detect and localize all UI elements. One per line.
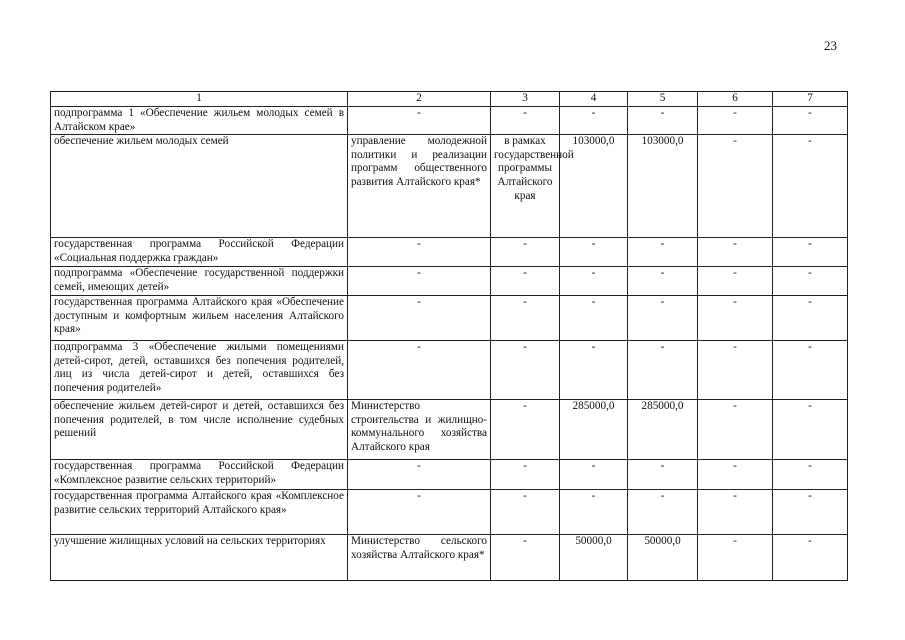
program-name-cell: обеспечение жильем детей-сирот и детей, оставшихся без попечения родителей, в том числе исполнение судебных решений [51,400,348,460]
source-cell: - [491,460,560,490]
source-cell: - [491,107,560,135]
executor-cell: - [348,341,491,400]
document-table [50,91,848,581]
table-row [51,267,848,296]
value-cell: - [698,535,773,581]
table-row [51,135,848,238]
value-cell: - [773,341,848,400]
value-cell: - [773,460,848,490]
value-cell: - [698,400,773,460]
value-cell: - [560,296,628,341]
value-cell: - [773,135,848,238]
value-cell: - [560,490,628,535]
header-cell: 2 [348,92,491,107]
value-cell: - [628,460,698,490]
value-cell: - [773,400,848,460]
table-row [51,400,848,460]
source-cell: - [491,341,560,400]
value-cell: - [628,341,698,400]
table-row [51,238,848,267]
header-cell: 5 [628,92,698,107]
source-cell: - [491,490,560,535]
header-cell: 7 [773,92,848,107]
source-cell: - [491,296,560,341]
value-cell: - [628,296,698,341]
value-cell: - [698,267,773,296]
program-name-cell: подпрограмма 1 «Обеспечение жильем молодых семей в Алтайском крае» [51,107,348,135]
header-cell: 1 [51,92,348,107]
value-cell: - [773,238,848,267]
value-cell: - [698,296,773,341]
value-cell: - [560,341,628,400]
executor-cell: - [348,267,491,296]
value-cell: - [698,238,773,267]
source-cell: в рамках государственной программы Алтайского края [491,135,560,238]
executor-cell: - [348,238,491,267]
program-name-cell: государственная программа Российской Федерации «Социальная поддержка граждан» [51,238,348,267]
table-row [51,341,848,400]
page-number: 23 [824,38,837,53]
executor-cell: - [348,296,491,341]
value-cell: - [698,135,773,238]
table-row [51,535,848,581]
value-cell: - [560,107,628,135]
executor-cell: Министерство строительства и жилищно-коммунального хозяйства Алтайского края [348,400,491,460]
header-cell: 4 [560,92,628,107]
header-cell: 6 [698,92,773,107]
value-cell: 103000,0 [628,135,698,238]
program-name-cell: улучшение жилищных условий на сельских территориях [51,535,348,581]
value-cell: - [773,535,848,581]
value-cell: 50000,0 [628,535,698,581]
table-row [51,107,848,135]
value-cell: 285000,0 [560,400,628,460]
value-cell: - [773,296,848,341]
value-cell: 50000,0 [560,535,628,581]
value-cell: - [773,107,848,135]
executor-cell: - [348,490,491,535]
executor-cell: - [348,460,491,490]
value-cell: - [628,107,698,135]
value-cell: - [698,341,773,400]
value-cell: - [628,490,698,535]
program-name-cell: подпрограмма «Обеспечение государственной поддержки семей, имеющих детей» [51,267,348,296]
table-row [51,460,848,490]
table-row [51,490,848,535]
value-cell: - [698,490,773,535]
value-cell: 103000,0 [560,135,628,238]
executor-cell: - [348,107,491,135]
executor-cell: управление молодежной политики и реализации программ общественного развития Алтайского края* [348,135,491,238]
source-cell: - [491,238,560,267]
value-cell: 285000,0 [628,400,698,460]
value-cell: - [560,267,628,296]
program-name-cell: государственная программа Алтайского края «Обеспечение доступным и комфортным жильем населения Алтайского края» [51,296,348,341]
value-cell: - [698,107,773,135]
source-cell: - [491,535,560,581]
program-name-cell: государственная программа Российской Федерации «Комплексное развитие сельских территорий» [51,460,348,490]
program-name-cell: обеспечение жильем молодых семей [51,135,348,238]
value-cell: - [560,238,628,267]
table-header-row [51,92,848,107]
value-cell: - [628,267,698,296]
value-cell: - [628,238,698,267]
header-cell: 3 [491,92,560,107]
value-cell: - [773,490,848,535]
value-cell: - [560,460,628,490]
source-cell: - [491,267,560,296]
program-name-cell: государственная программа Алтайского края «Комплексное развитие сельских территорий Алтайского края» [51,490,348,535]
table-row [51,296,848,341]
value-cell: - [773,267,848,296]
source-cell: - [491,400,560,460]
value-cell: - [698,460,773,490]
program-name-cell: подпрограмма 3 «Обеспечение жилыми помещениями детей-сирот, детей, оставшихся без попечения родителей, лиц из числа детей-сирот и детей, оставшихся без попечения родителей» [51,341,348,400]
executor-cell: Министерство сельского хозяйства Алтайского края* [348,535,491,581]
